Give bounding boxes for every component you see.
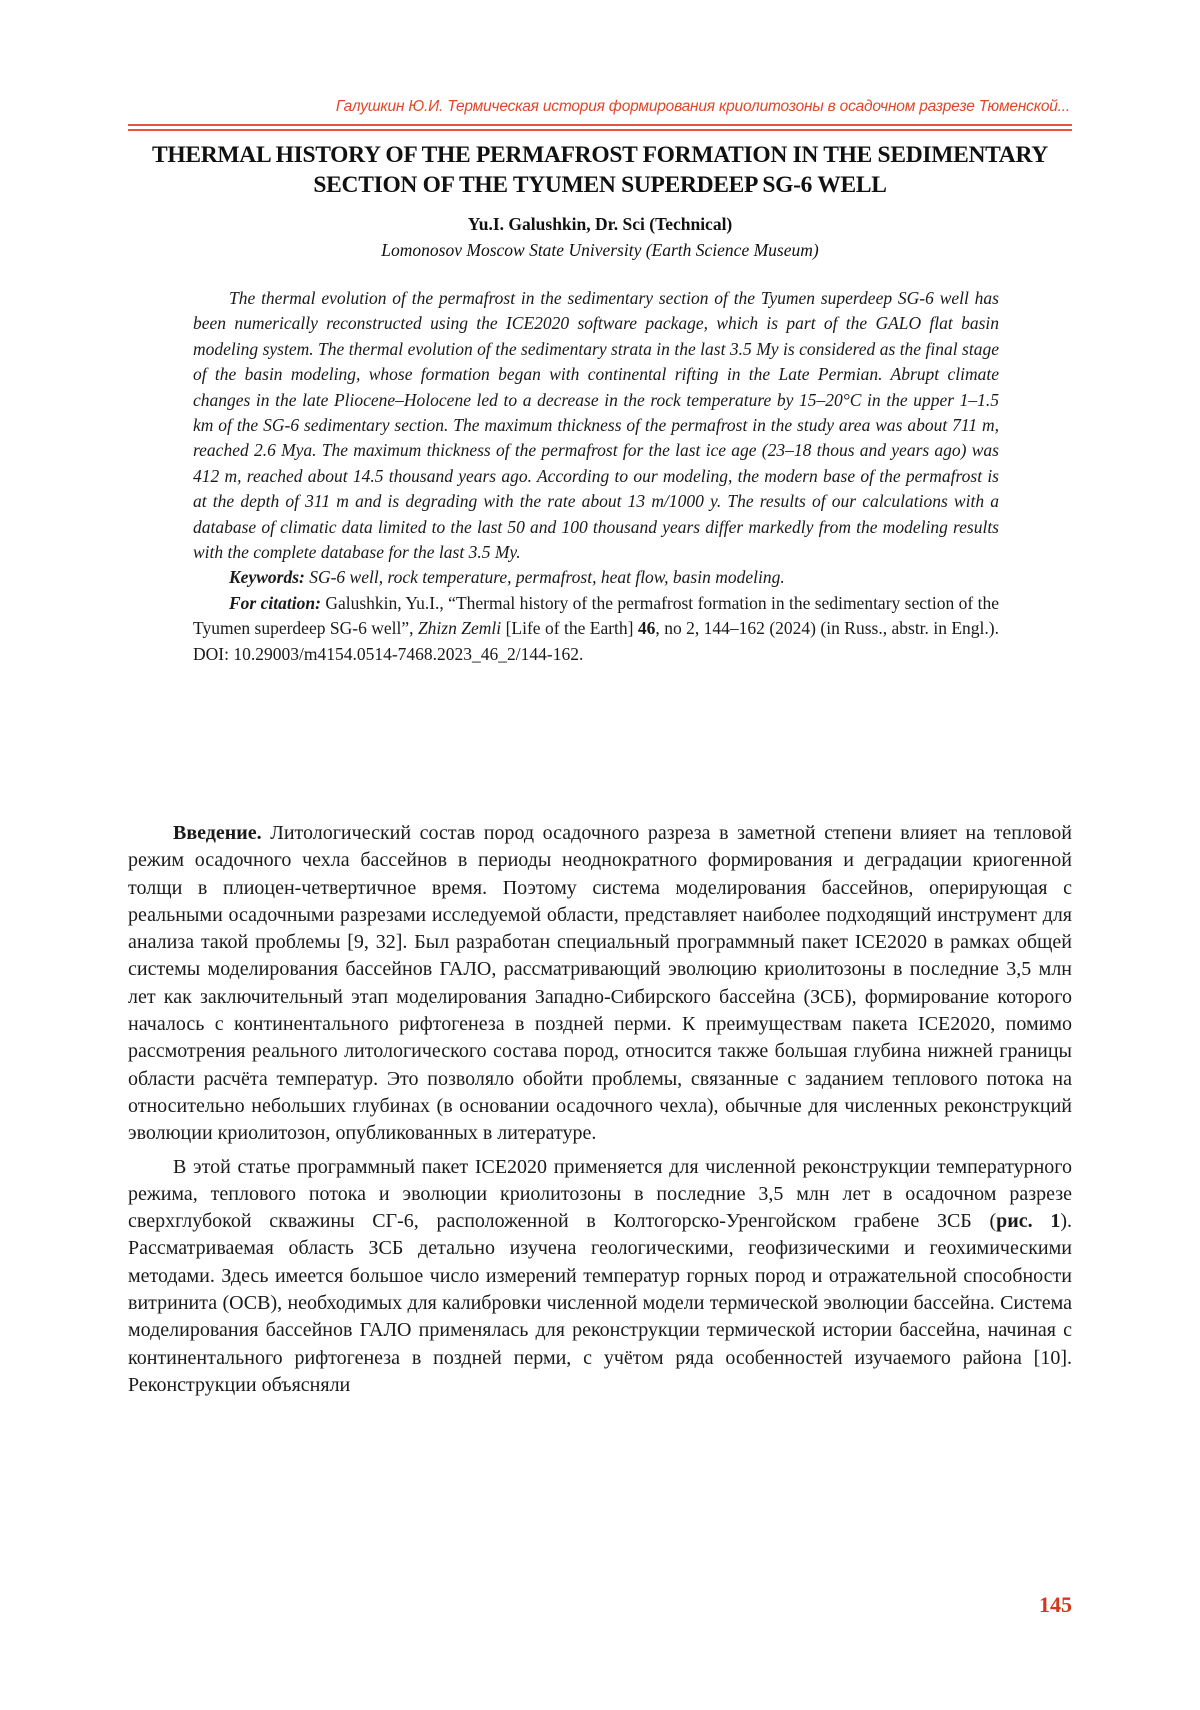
abstract-block: [193, 286, 999, 667]
citation-label: For citation:: [229, 592, 321, 613]
citation-text: Galushkin, Yu.I., “Thermal history of the permafrost formation in the sedimentary section of the Tyumen superdeep SG-6 well”,: [193, 592, 999, 639]
header-rule-secondary: [128, 129, 1072, 131]
keywords-line: [193, 565, 999, 590]
abstract-text: The thermal evolution of the permafrost in the sedimentary section of the Tyumen superdeep SG-6 well has been numerically reconstructed using the ICE2020 software package, which is part of the GALO flat basin modeling system. The thermal evolution of the sedimentary strata in the last 3.5 My is considered as the final stage of the basin modeling, whose formation began with continental rifting in the Late Permian. Abrupt climate changes in the late Pliocene–Holocene led to a decrease in the rock temperature by 15–20°C in the upper 1–1.5 km of the SG-6 sedimentary section. The maximum thickness of the permafrost in the study area was about 711 m, reached 2.6 Mya. The maximum thickness of the permafrost for the last ice age (23–18 thous and years ago) was 412 m, reached about 14.5 thousand years ago. According to our modeling, the modern base of the permafrost is at the depth of 311 m and is degrading with the rate about 13 m/1000 y. The results of our calculations with a database of climatic data limited to the last 50 and 100 thousand years differ markedly from the modeling results with the complete database for the last 3.5 My.: [193, 288, 999, 563]
author-line: Yu.I. Galushkin, Dr. Sci (Technical): [467, 214, 733, 234]
citation-volume: 46: [637, 618, 656, 639]
keywords-label: Keywords:: [229, 567, 305, 588]
second-paragraph: [128, 1154, 1072, 1400]
intro-text: Литологический состав пород осадочного разреза в заметной степени влияет на тепловой режим осадочного чехла бассейнов в периоды неоднократного формирования и деградации криогенной толщи в плиоцен-четвертичное время. Поэтому система моделирования бассейнов, оперирующая с реальными осадочными разрезами исследуемой области, представляет наиболее подходящий инструмент для анализа такой проблемы [9, 32]. Был разработан специальный программный пакет ICE2020 в рамках общей системы моделирования бассейнов ГАЛО, рассматривающий эволюцию криолитозоны в последние 3,5 млн лет как заключительный этап моделирования Западно-Сибирского бассейна (ЗСБ), формирование которого началось с континентального рифтогенеза в поздней перми. К преимуществам пакета ICE2020, помимо рассмотрения реального литологического состава пород, относится также большая глубина нижней границы области расчёта температур. Это позволяло обойти проблемы, связанные с заданием теплового потока на относительно небольших глубинах (в основании осадочного чехла), обычные для численных реконструкций эволюции криолитозон, опубликованных в литературе.: [128, 822, 1072, 1145]
para2-text-start: В этой статье программный пакет ICE2020 применяется для численной реконструкции температурного режима, теплового потока и эволюции криолитозоны в последние 3,5 млн лет в осадочном разрезе сверхглубокой скважины СГ-6, расположенной в Колтогорско-Уренгойском грабене ЗСБ (: [128, 1155, 1072, 1233]
running-head: Галушкин Ю.И. Термическая история формирования криолитозоны в осадочном разрезе Тюменской...: [335, 98, 1070, 115]
header-rule: [128, 124, 1072, 126]
page-number: 145: [1039, 1592, 1072, 1617]
body-text: [128, 820, 1072, 1405]
citation-journal-en: [Life of the Earth]: [505, 618, 634, 639]
intro-paragraph: [128, 820, 1072, 1148]
intro-heading: Введение.: [173, 822, 262, 844]
para2-text-end: ). Рассматриваемая область ЗСБ детально изучена геологическими, геофизическими и геохимическими методами. Здесь имеется большое число измерений температур горных пород и отражательной способности витринита (ОСВ), необходимых для калибровки численной модели термической эволюции бассейна. Система моделирования бассейнов ГАЛО применялась для реконструкции термической истории бассейна, начиная с континентального рифтогенеза в поздней перми, с учётом ряда особенностей изучаемого района [10]. Реконструкции объясняли: [128, 1210, 1072, 1396]
article-title: THERMAL HISTORY OF THE PERMAFROST FORMATION IN THE SEDIMENTARY SECTION OF THE TYUMEN SUPERDEEP SG-6 WELL: [152, 142, 1048, 198]
affiliation-line: Lomonosov Moscow State University (Earth Science Museum): [381, 240, 819, 260]
figure-reference: рис. 1: [996, 1210, 1061, 1233]
citation-journal: Zhizn Zemli: [417, 618, 502, 639]
keywords-value: SG-6 well, rock temperature, permafrost, heat flow, basin modeling.: [309, 567, 785, 588]
citation-details: , no 2, 144–162 (2024) (in Russ., abstr. in Engl.). DOI: 10.29003/m4154.0514-7468.2023_46_2/144-162.: [193, 618, 999, 664]
citation-line: [193, 591, 999, 667]
